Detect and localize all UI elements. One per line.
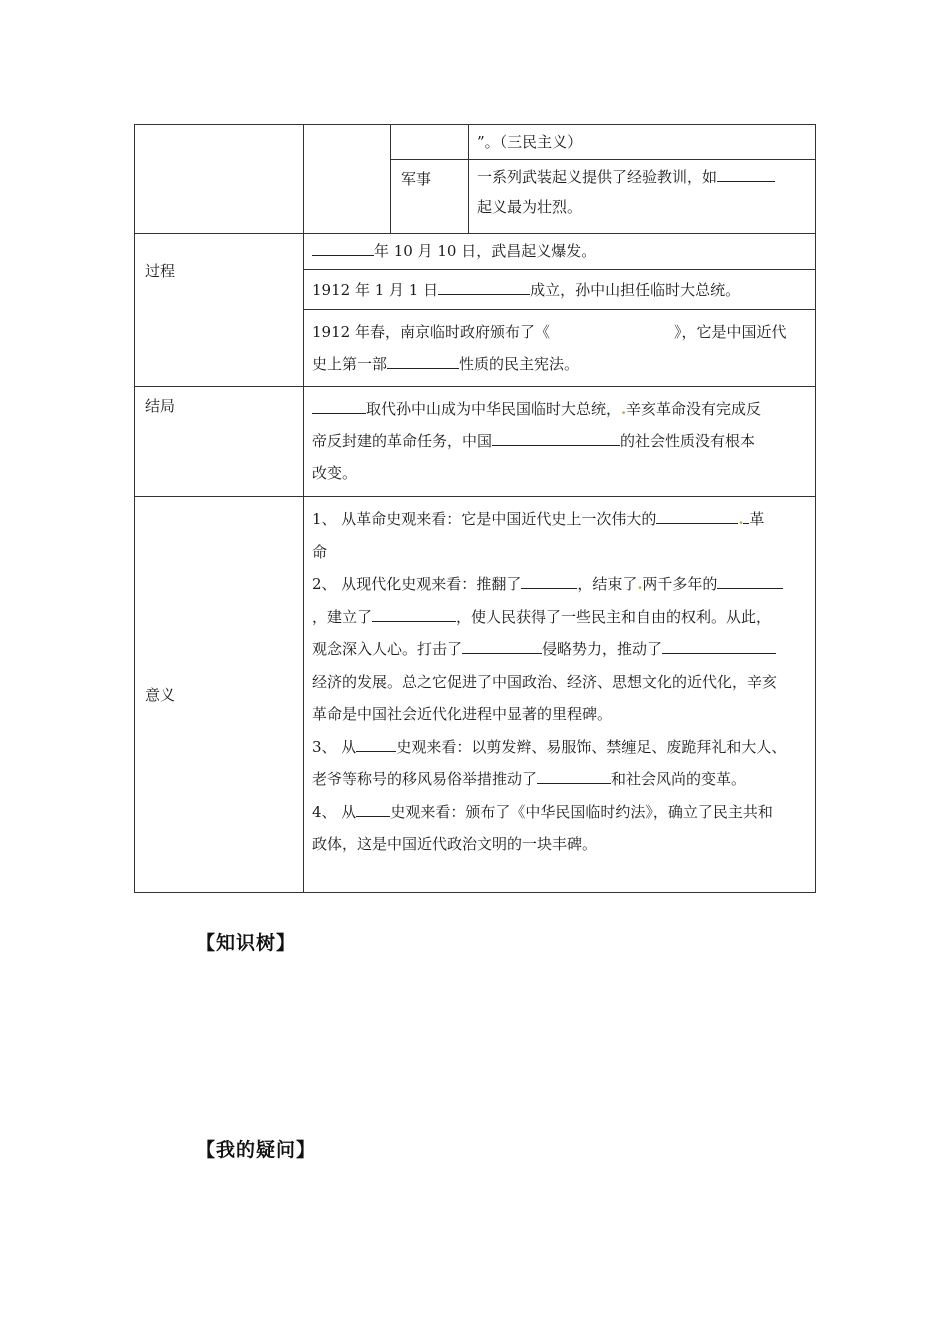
fill-blank[interactable] [462,636,542,654]
outcome-label: 结局 [135,387,304,497]
fill-blank[interactable] [438,277,530,295]
sig-p2-h: 经济的发展。总之它促进了中国政治、经济、思想文化的近代化，辛亥 [312,672,778,691]
fill-blank[interactable] [312,396,366,414]
sanmin-cell [469,125,816,160]
process-line2-prefix: 1912 年 1 月 1 日 [312,281,439,299]
military-label: 军事 [391,160,469,234]
outcome-text-b: 辛亥革命没有完成反 [626,400,762,418]
process-line3-cont: 史上第一部 [312,355,388,373]
sig-p2-f: 观念深入人心。打击了 [312,640,463,658]
significance-label: 意义 [135,497,304,893]
sig-p2-e: ，使人民获得了一些民主和自由的权利。从此， [456,607,772,626]
fill-blank[interactable] [387,351,459,369]
row-significance [135,497,816,893]
sig-p3-c: 老爷等称号的移风易俗举措推动了 [312,770,538,788]
fill-blank[interactable] [356,799,390,817]
sig-p3-b: 史观来看：以剪发辫、易服饰、禁缠足、废跪拜礼和大人、 [396,737,787,756]
fill-blank[interactable] [356,734,396,752]
process-line-3 [304,310,816,387]
blank-category-cell [391,125,469,160]
row-outcome [135,387,816,497]
process-line1-text: 年 10 月 10 日，武昌起义爆发。 [374,242,597,260]
sig-p2-d: ，建立了 [312,607,373,626]
process-line2-suffix: 成立，孙中山担任临时大总统。 [530,281,741,299]
sig-p4-c: 政体，这是中国近代政治文明的一块丰碑。 [312,835,598,853]
military-text-a: 一系列武装起义提供了经验教训，如 [477,168,718,186]
row-process-1 [135,234,816,270]
process-line3-suffix: 性质的民主宪法。 [459,355,580,373]
fill-blank[interactable] [550,320,674,337]
significance-cell [304,497,816,893]
sig-p2-a: 2、 从现代化史观来看：推翻了 [312,575,522,593]
mark-dot: . [621,400,627,418]
blank-sub-cell [304,125,391,234]
process-line-1 [304,234,816,270]
knowledge-tree-heading: 【知识树】 [196,932,297,954]
fill-blank[interactable] [492,428,620,446]
fill-blank[interactable] [312,238,374,256]
sanmin-text: ”。（三民主义） [477,133,583,151]
history-worksheet-table [134,124,816,893]
fill-blank[interactable] [717,164,775,182]
my-questions-heading: 【我的疑问】 [196,1139,317,1161]
outcome-text-a: 取代孙中山成为中华民国临时大总统， [366,400,622,418]
sig-p1-b: 革 [749,510,765,528]
sig-p2-b: ，结束了 [577,575,638,593]
mark-dot: . [738,510,744,528]
process-line3-prefix: 1912 年春，南京临时政府颁布了《 [312,323,550,341]
fill-blank[interactable] [662,636,776,654]
row-sanmin [135,125,816,160]
sig-p1-c: 命 [312,542,328,561]
outcome-text-e: 改变。 [312,464,358,482]
military-cell [469,160,816,234]
sig-p3-a: 3、 从 [312,737,357,756]
sig-p2-c: 两千多年的 [642,575,718,593]
sig-p2-i: 革命是中国社会近代化进程中显著的里程碑。 [312,705,613,723]
process-label: 过程 [135,234,304,387]
fill-blank[interactable] [717,571,783,589]
fill-blank[interactable] [656,506,738,524]
outcome-text-d: 的社会性质没有根本 [620,432,756,450]
sig-p3-d: 和社会风尚的变革。 [611,770,747,788]
sig-p4-b: 史观来看：颁布了《中华民国临时约法》，确立了民主共和 [390,802,773,821]
fill-blank[interactable] [521,571,577,589]
process-line3-mid: 》，它是中国近代 [673,323,787,341]
fill-blank[interactable] [537,766,611,784]
outcome-cell [304,387,816,497]
outcome-text-c: 帝反封建的革命任务，中国 [312,432,493,450]
process-line-2 [304,270,816,310]
blank-label-cell [135,125,304,234]
sig-p2-g: 侵略势力，推动了 [542,640,663,658]
military-text-b: 起义最为壮烈。 [477,198,583,216]
fill-blank[interactable] [372,604,456,622]
sig-p1-a: 1、 从革命史观来看：它是中国近代史上一次伟大的 [312,510,657,528]
sig-p4-a: 4、 从 [312,802,357,821]
mark-dot: . [637,575,643,593]
